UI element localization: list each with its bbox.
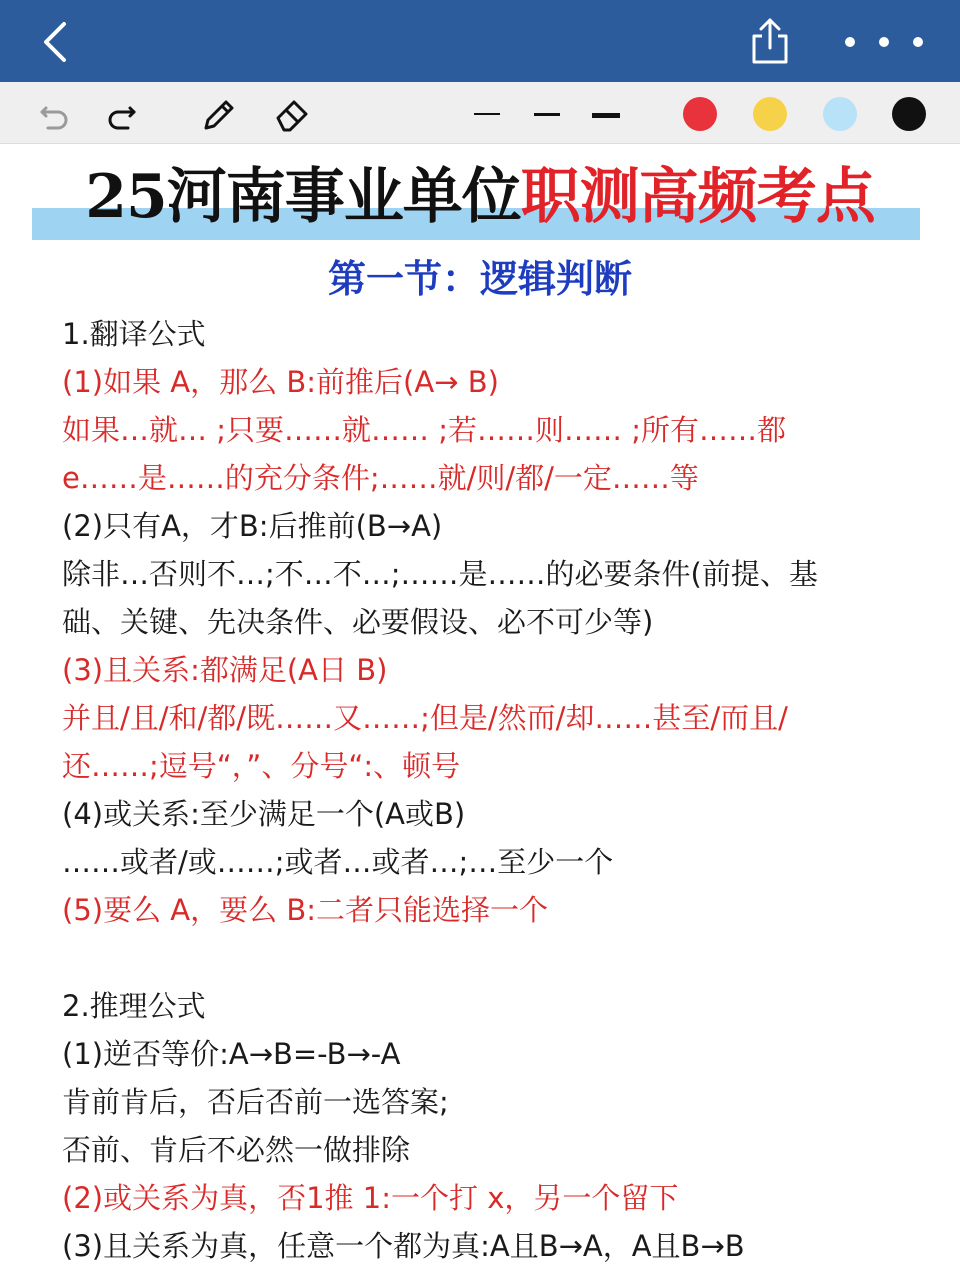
- top-app-bar: [0, 0, 960, 82]
- stroke-medium[interactable]: [534, 113, 560, 116]
- title-red-part: 职测高频考点: [520, 162, 875, 232]
- text-line: (2)只有A，才B:后推前(B→A): [62, 509, 443, 543]
- text-line: 否前、肯后不必然一做排除: [62, 1133, 411, 1167]
- undo-icon[interactable]: [34, 94, 74, 134]
- pencil-icon[interactable]: [198, 94, 238, 134]
- redo-icon[interactable]: [102, 94, 142, 134]
- document-page: [0, 144, 960, 1280]
- text-line: (3)且关系为真，任意一个都为真:A且B→A，A且B→B: [62, 1229, 745, 1263]
- title-black-part: 25河南事业单位: [85, 162, 521, 232]
- color-yellow-swatch[interactable]: [753, 97, 787, 131]
- text-line: 并且/且/和/都/既……又……;但是/然而/却……甚至/而且/: [62, 701, 788, 735]
- section-subtitle: 第一节：逻辑判断: [327, 257, 632, 301]
- text-line: (1)如果 A，那么 B:前推后(A→ B): [62, 365, 499, 399]
- text-line: (2)或关系为真，否1推 1:一个打 x，另一个留下: [62, 1181, 679, 1215]
- text-line: (4)或关系:至少满足一个(A或B): [62, 797, 466, 831]
- text-line: 1.翻译公式: [62, 317, 206, 351]
- share-icon[interactable]: [748, 16, 792, 66]
- text-line: 2.推理公式: [62, 989, 206, 1023]
- text-line: ……或者/或……;或者…或者…;…至少一个: [62, 845, 614, 879]
- annotation-toolbar: [0, 82, 960, 144]
- color-light-blue-swatch[interactable]: [823, 97, 857, 131]
- page-title: [0, 160, 960, 234]
- stroke-thick[interactable]: [592, 113, 620, 118]
- text-line: 如果…就… ;只要……就…… ;若……则…… ;所有……都: [62, 413, 786, 447]
- color-red-swatch[interactable]: [683, 97, 717, 131]
- text-line: 础、关键、先决条件、必要假设、必不可少等): [62, 605, 654, 639]
- text-line: 还……;逗号“，”、分号“:、顿号: [62, 749, 461, 783]
- eraser-icon[interactable]: [272, 94, 312, 134]
- text-line: e……是……的充分条件;……就/则/都/一定……等: [62, 461, 699, 495]
- color-black-swatch[interactable]: [892, 97, 926, 131]
- text-line: 肯前肯后，否后否前一选答案;: [62, 1085, 449, 1119]
- text-line: (3)且关系:都满足(A日 B): [62, 653, 388, 687]
- chevron-left-icon[interactable]: [36, 20, 76, 64]
- more-dots-icon[interactable]: [840, 32, 930, 52]
- text-line: (1)逆否等价:A→B=-B→-A: [62, 1037, 401, 1071]
- text-line: (5)要么 A，要么 B:二者只能选择一个: [62, 893, 549, 927]
- text-line: 除非…否则不…;不…不…;……是……的必要条件(前提、基: [62, 557, 818, 591]
- stroke-thin[interactable]: [474, 113, 500, 115]
